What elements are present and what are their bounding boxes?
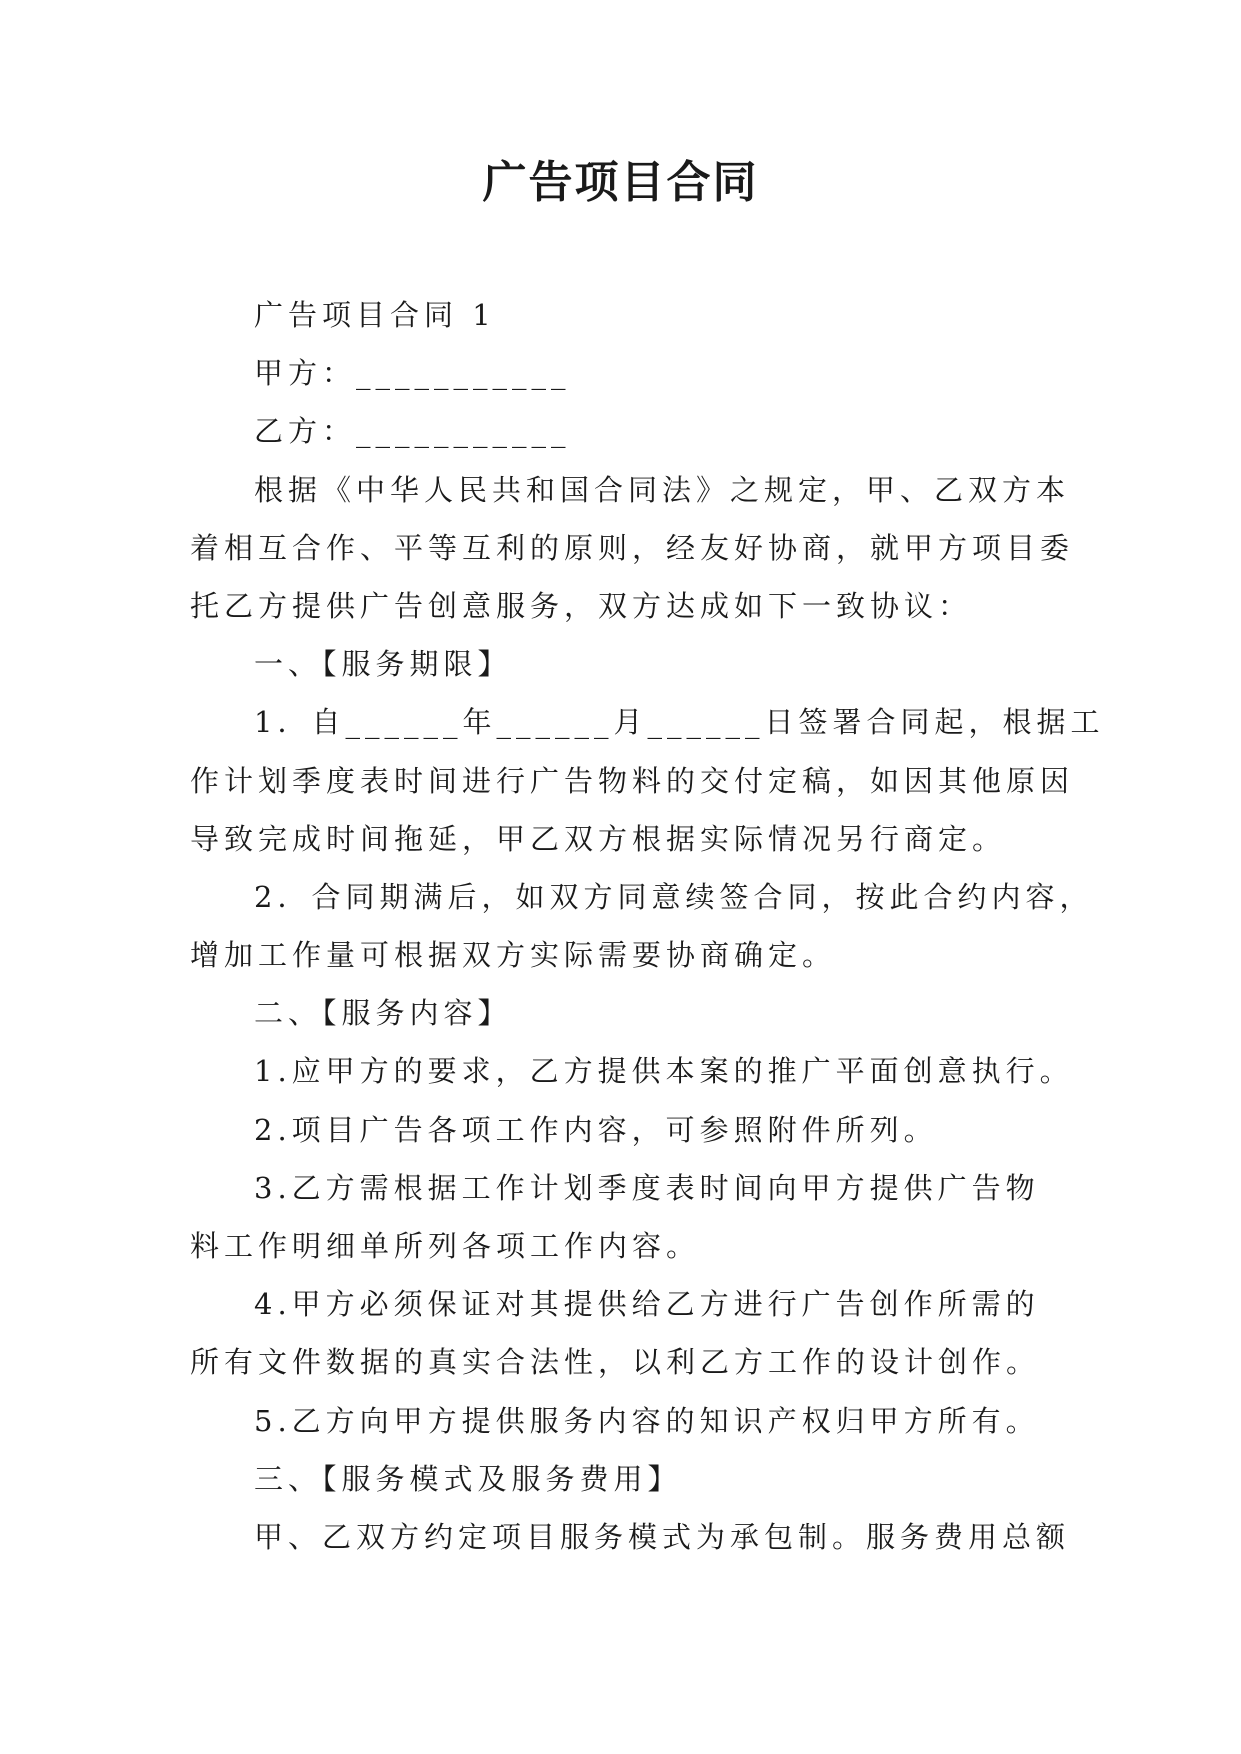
paragraph-line: 料工作明细单所列各项工作内容。 — [190, 1229, 701, 1263]
paragraph-line: 导致完成时间拖延，甲乙双方根据实际情况另行商定。 — [190, 821, 1007, 856]
paragraph-line: 作计划季度表时间进行广告物料的交付定稿，如因其他原因 — [190, 763, 1075, 798]
paragraph-line: 增加工作量可根据双方实际需要协商确定。 — [190, 938, 837, 973]
paragraph-line: 3.乙方需根据工作计划季度表时间向甲方提供广告物 — [254, 1170, 1040, 1205]
paragraph-line: 着相互合作、平等互利的原则，经友好协商，就甲方项目委 — [190, 530, 1075, 565]
paragraph-line: 1.应甲方的要求，乙方提供本案的推广平面创意执行。 — [254, 1054, 1074, 1089]
paragraph-line: 甲、乙双方约定项目服务模式为承包制。服务费用总额 — [254, 1519, 1071, 1554]
party-a-field: 甲方：___________ — [254, 356, 571, 391]
document-body — [190, 286, 1105, 1566]
paragraph-line: 托乙方提供广告创意服务，双方达成如下一致协议： — [190, 588, 973, 623]
paragraph-line: 5.乙方向甲方提供服务内容的知识产权归甲方所有。 — [254, 1403, 1040, 1438]
party-b-field: 乙方：___________ — [254, 414, 571, 449]
document-title: 广告项目合同 — [482, 157, 759, 208]
section-heading-1: 一、【服务期限】 — [254, 647, 512, 682]
paragraph-line: 1．自______年______月______日签署合同起，根据工 — [254, 705, 1105, 740]
section-heading-3: 三、【服务模式及服务费用】 — [254, 1461, 682, 1496]
paragraph-line: 根据《中华人民共和国合同法》之规定，甲、乙双方本 — [254, 472, 1071, 507]
contract-subtitle: 广告项目合同 1 — [254, 298, 496, 332]
section-heading-2: 二、【服务内容】 — [254, 996, 512, 1031]
paragraph-line: 2.项目广告各项工作内容，可参照附件所列。 — [254, 1112, 938, 1147]
paragraph-line: 所有文件数据的真实合法性，以利乙方工作的设计创作。 — [190, 1345, 1041, 1380]
paragraph-line: 4.甲方必须保证对其提供给乙方进行广告创作所需的 — [254, 1287, 1040, 1322]
paragraph-line: 2．合同期满后，如双方同意续签合同，按此合约内容， — [254, 879, 1094, 914]
